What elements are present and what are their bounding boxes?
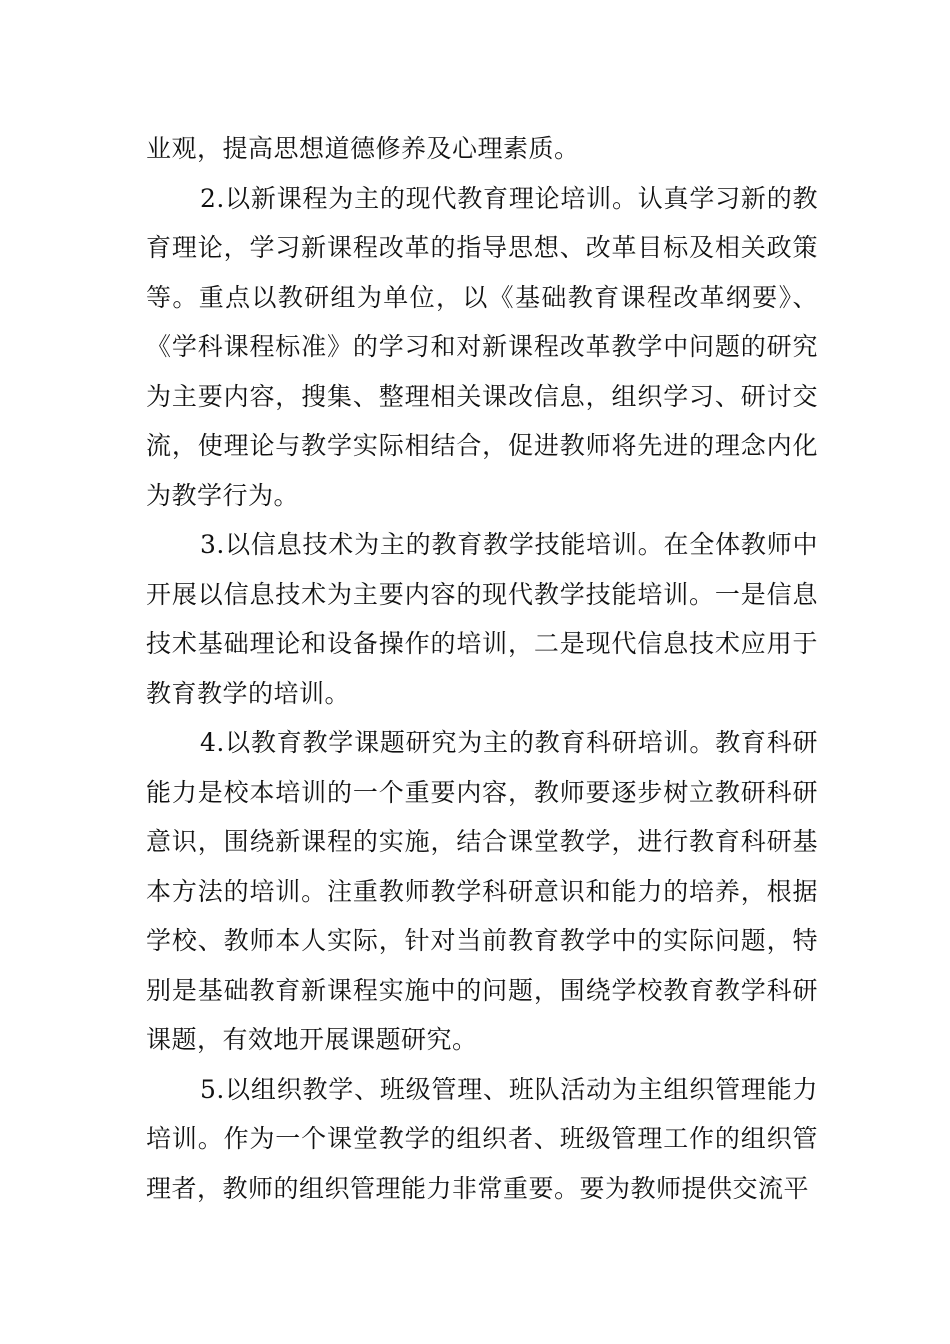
paragraph-item-2: 2.以新课程为主的现代教育理论培训。认真学习新的教育理论，学习新课程改革的指导思想、改革目标及相关政策等。重点以教研组为单位，以《基础教育课程改革纲要》、《学科课程标准》的学习和对新课程改革教学中问题的研究为主要内容，搜集、整理相关课改信息，组织学习、研讨交流，使理论与教学实际相结合，促进教师将先进的理念内化为教学行为。 bbox=[146, 183, 818, 510]
document-body bbox=[146, 124, 818, 1213]
paragraph-item-3: 3.以信息技术为主的教育教学技能培训。在全体教师中开展以信息技术为主要内容的现代教学技能培训。一是信息技术基础理论和设备操作的培训，二是现代信息技术应用于教育教学的培训。 bbox=[146, 530, 818, 708]
paragraph-item-4: 4.以教育教学课题研究为主的教育科研培训。教育科研能力是校本培训的一个重要内容，教师要逐步树立教研科研意识，围绕新课程的实施，结合课堂教学，进行教育科研基本方法的培训。注重教师教学科研意识和能力的培养，根据学校、教师本人实际，针对当前教育教学中的实际问题，特别是基础教育新课程实施中的问题，围绕学校教育教学科研课题，有效地开展课题研究。 bbox=[146, 728, 818, 1054]
paragraph-continuation: 业观，提高思想道德修养及心理素质。 bbox=[146, 134, 580, 163]
paragraph-item-5: 5.以组织教学、班级管理、班队活动为主组织管理能力培训。作为一个课堂教学的组织者、班级管理工作的组织管理者，教师的组织管理能力非常重要。要为教师提供交流平 bbox=[146, 1074, 818, 1203]
